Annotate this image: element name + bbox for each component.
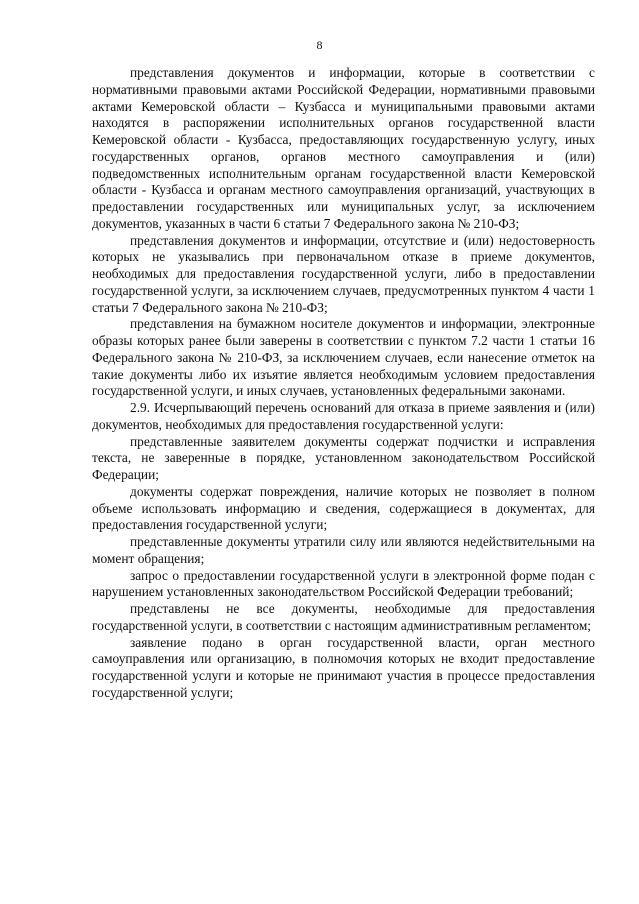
paragraph-9: представлены не все документы, необходимые для предоставления государственной услуги, в соответствии с настоящим административным регламентом; [92,601,595,633]
page-number: 8 [316,38,323,52]
paragraph-4: 2.9. Исчерпывающий перечень оснований для отказа в приеме заявления и (или) документов, необходимых для предоставления государственной услуги: [92,400,595,432]
document-body [92,65,595,702]
paragraph-1: представления документов и информации, которые в соответствии с нормативными правовыми актами Российской Федерации, нормативными правовыми актами Кемеровской области – Кузбасса и муниципальными правовыми актами находятся в распоряжении исполнительных органов государственной власти Кемеровской области - Кузбасса, предоставляющих государственную услугу, иных государственных органов, органов местного самоуправления и (или) подведомственных исполнительным органам государственной власти Кемеровской области - Кузбасса и органам местного самоуправления организаций, участвующих в предоставлении государственных или муниципальных услуг, за исключением документов, указанных в части 6 статьи 7 Федерального закона № 210-ФЗ; [92,65,595,231]
paragraph-8: запрос о предоставлении государственной услуги в электронной форме подан с нарушением установленных законодательством Российской Федерации требований; [92,567,595,600]
paragraph-2: представления документов и информации, отсутствие и (или) недостоверность которых не указывались при первоначальном отказе в приеме документов, необходимых для предоставления государственной услуги, либо в предоставлении государственной услуги, за исключением случаев, предусмотренных пунктом 4 части 1 статьи 7 Федерального закона № 210-ФЗ; [92,232,595,315]
paragraph-7: представленные документы утратили силу или являются недействительными на момент обращения; [92,534,595,566]
paragraph-3: представления на бумажном носителе документов и информации, электронные образы которых ранее были заверены в соответствии с пунктом 7.2 части 1 статьи 16 Федерального закона № 210-ФЗ, за исключением случаев, если нанесение отметок на такие документы либо их изъятие является необходимым условием предоставления государственной услуги, и иных случаев, установленных федеральными законами. [92,316,595,399]
paragraph-10: заявление подано в орган государственной власти, орган местного самоуправления или организацию, в полномочия которых не входит предоставление государственной услуги и которые не принимают участия в процессе предоставления государственной услуги; [92,634,595,700]
paragraph-6: документы содержат повреждения, наличие которых не позволяет в полном объеме использовать информацию и сведения, содержащиеся в документах, для предоставления государственной услуги; [92,483,595,533]
paragraph-5: представленные заявителем документы содержат подчистки и исправления текста, не заверенные в порядке, установленном законодательством Российской Федерации; [92,433,595,482]
